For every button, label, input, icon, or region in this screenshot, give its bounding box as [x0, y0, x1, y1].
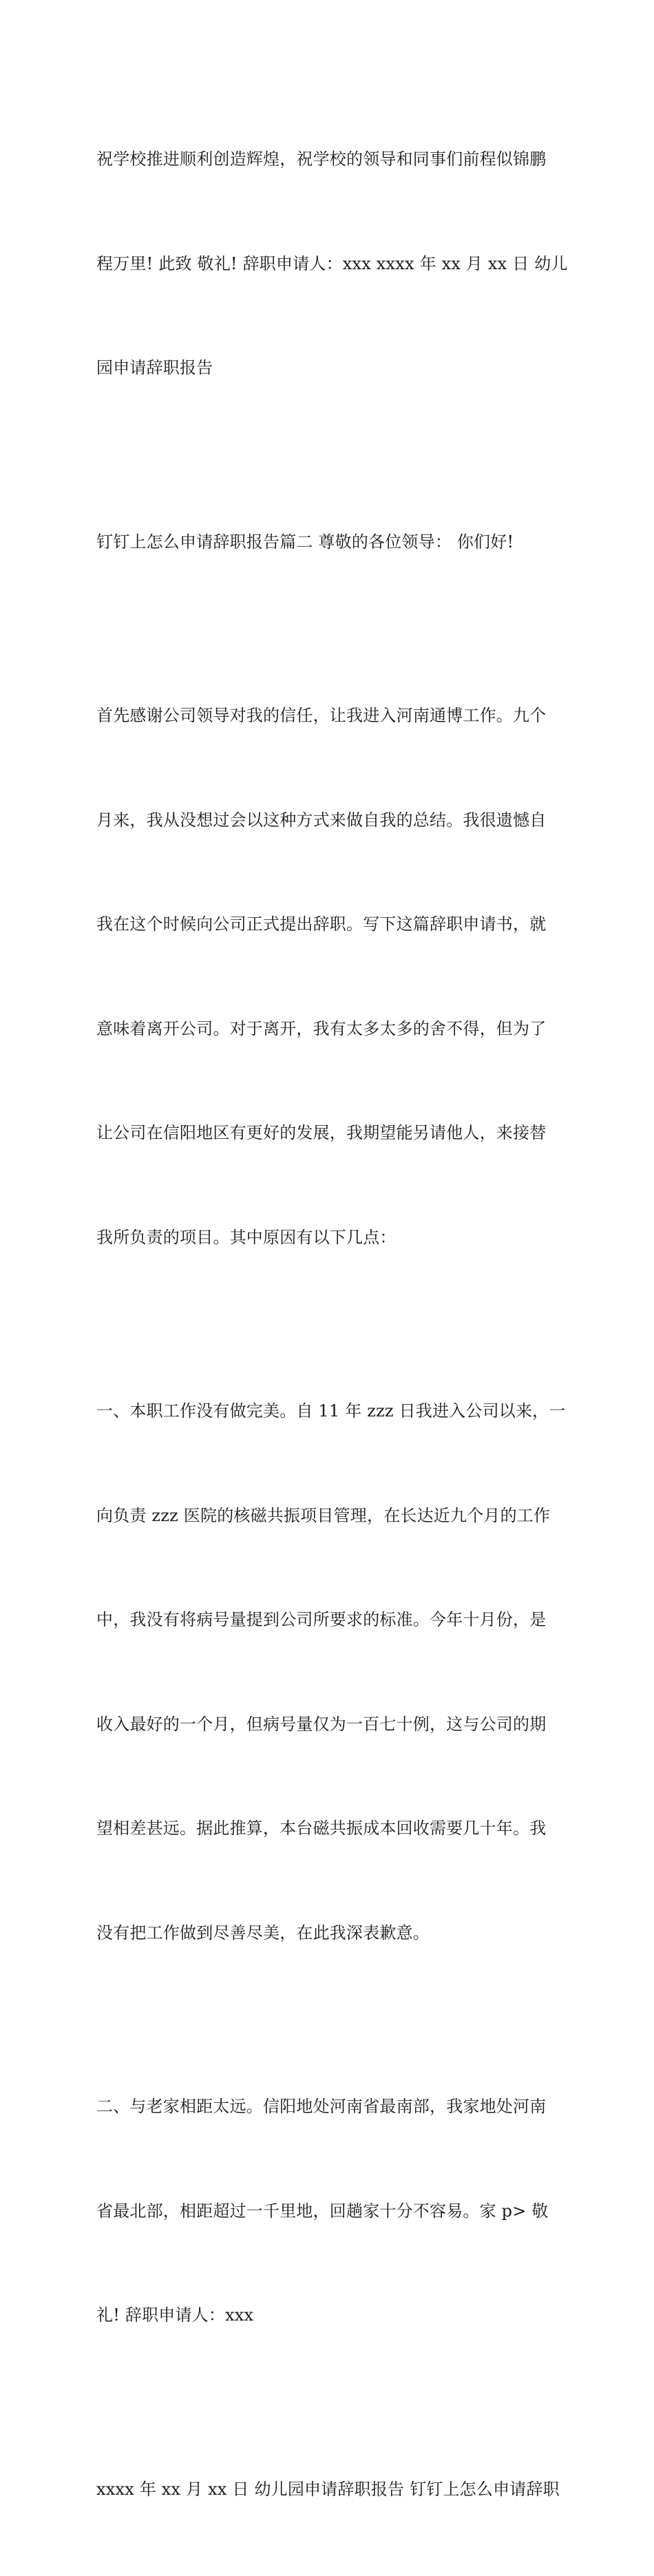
- document-page: [0, 0, 654, 846]
- text-line: 意味着离开公司。对于离开，我有太多太多的舍不得，但为了: [96, 1012, 562, 1047]
- text-line: 让公司在信阳地区有更好的发展，我期望能另请他人，来接替: [96, 1116, 562, 1151]
- text-line: 收入最好的一个月，但病号量仅为一百七十例，这与公司的期: [96, 1707, 562, 1742]
- text-line: 我在这个时候向公司正式提出辞职。写下这篇辞职申请书，就: [96, 907, 562, 942]
- document-body: [96, 72, 562, 2576]
- paragraph-reason-two: [96, 2020, 562, 2402]
- text-line: 祝学校推进顺利创造辉煌，祝学校的领导和同事们前程似锦鹏: [96, 142, 562, 177]
- paragraph-reason-one: [96, 1324, 562, 2020]
- text-line: 二、与老家相距太远。信阳地处河南省最南部，我家地处河南: [96, 2089, 562, 2124]
- text-line: 钉钉上怎么申请辞职报告篇二 尊敬的各位领导： 你们好!: [96, 525, 562, 560]
- text-line: 向负责 zzz 医院的核磁共振项目管理，在长达近九个月的工作: [96, 1498, 562, 1533]
- text-line: 望相差甚远。据此推算，本台磁共振成本回收需要几十年。我: [96, 1811, 562, 1846]
- paragraph-section-heading: [96, 455, 562, 629]
- text-line: 园申请辞职报告: [96, 350, 562, 386]
- text-line: 省最北部，相距超过一千里地，回趟家十分不容易。家 p> 敬: [96, 2194, 562, 2229]
- text-line: 月来，我从没想过会以这种方式来做自我的总结。我很遗憾自: [96, 803, 562, 838]
- paragraph-signature-date: [96, 2402, 562, 2576]
- text-line: 中，我没有将病号量提到公司所要求的标准。今年十月份，是: [96, 1602, 562, 1637]
- paragraph-closing-wishes: [96, 72, 562, 455]
- text-line: xxxx 年 xx 月 xx 日 幼儿园申请辞职报告 钉钉上怎么申请辞职: [96, 2472, 562, 2507]
- text-line: 礼! 辞职申请人：xxx: [96, 2298, 562, 2333]
- text-line: 我所负责的项目。其中原因有以下几点：: [96, 1220, 562, 1255]
- paragraph-introduction: [96, 629, 562, 1324]
- text-line: 没有把工作做到尽善尽美，在此我深表歉意。: [96, 1916, 562, 1951]
- text-line: 程万里! 此致 敬礼! 辞职申请人：xxx xxxx 年 xx 月 xx 日 幼儿: [96, 247, 562, 282]
- text-line: 首先感谢公司领导对我的信任，让我进入河南通博工作。九个: [96, 698, 562, 733]
- text-line: 一、本职工作没有做完美。自 11 年 zzz 日我进入公司以来，一: [96, 1394, 562, 1429]
